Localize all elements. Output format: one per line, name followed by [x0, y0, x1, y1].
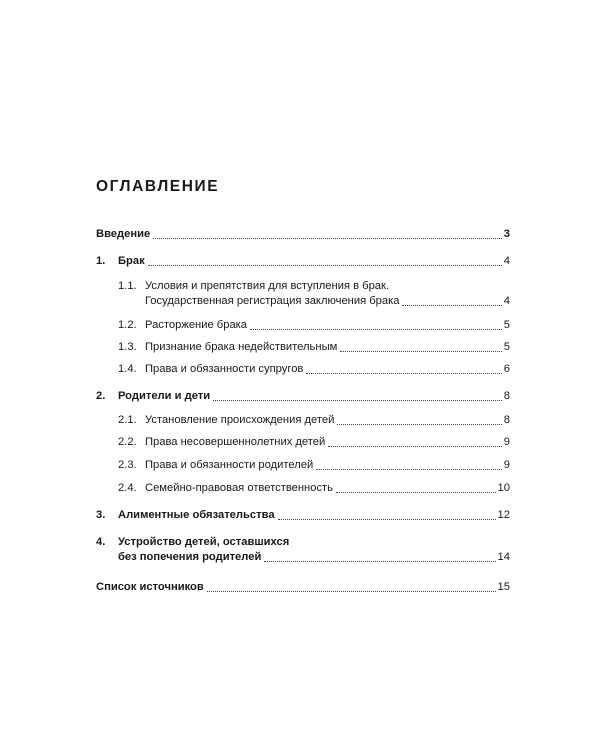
toc-entry-section-1-3[interactable]	[118, 340, 510, 355]
toc-entry-label	[118, 340, 337, 355]
toc-entry-number: 4.	[96, 536, 106, 548]
toc-entry-label	[96, 254, 145, 269]
toc-entry-number: 1.2.	[118, 319, 137, 331]
toc-entry-page: 4	[503, 295, 510, 307]
dot-leader	[250, 328, 502, 330]
toc-entry-page: 10	[497, 482, 510, 494]
toc-entry-label	[118, 458, 313, 473]
toc-entry-line-2	[96, 550, 510, 565]
dot-leader	[278, 518, 496, 520]
page-title: ОГЛАВЛЕНИЕ	[96, 178, 220, 195]
toc-entry-label	[96, 389, 210, 404]
toc-entry-page: 5	[503, 319, 510, 331]
toc-entry-section-2-2[interactable]	[118, 435, 510, 450]
toc-entry-page: 8	[503, 390, 510, 402]
toc-entry-label: Введение	[96, 228, 151, 240]
dot-leader	[328, 445, 502, 447]
toc-entry-page: 6	[503, 363, 510, 375]
toc-entry-page: 9	[503, 436, 510, 448]
toc-entry-title: Признание брака недействительным	[145, 341, 338, 353]
toc-entry-chapter-4[interactable]	[96, 535, 510, 565]
toc-entry-number: 3.	[96, 509, 106, 521]
toc-entry-label	[118, 481, 333, 496]
toc-entry-number: 2.	[96, 390, 106, 402]
toc-entry-title: Устройство детей, оставшихся	[118, 536, 290, 548]
toc-entry-chapter-1[interactable]	[96, 254, 510, 269]
toc-entry-label	[118, 435, 325, 450]
toc-entry-title: Права и обязанности супругов	[145, 363, 304, 375]
toc-entry-section-1-1[interactable]	[118, 279, 510, 309]
toc-entry-title-continued: без попечения родителей	[118, 551, 262, 563]
dot-leader	[153, 237, 502, 239]
toc-entry-number: 1.4.	[118, 363, 137, 375]
toc-entry-page: 5	[503, 341, 510, 353]
dot-leader	[316, 468, 502, 470]
toc-entry-section-1-4[interactable]	[118, 362, 510, 377]
dot-leader	[148, 264, 502, 266]
toc-entry-title: Расторжение брака	[145, 319, 248, 331]
toc-entry-title: Родители и дети	[118, 390, 211, 402]
toc-entry-number: 1.3.	[118, 341, 137, 353]
toc-entry-intro[interactable]	[96, 227, 510, 242]
toc-entry-chapter-3[interactable]	[96, 508, 510, 523]
toc-entry-number: 2.2.	[118, 436, 137, 448]
toc-entry-line-1	[118, 279, 510, 294]
toc-entry-sources[interactable]	[96, 580, 510, 595]
toc-entry-title-continued: Государственная регистрация заключения брака	[145, 295, 400, 307]
toc-entry-label	[96, 508, 275, 523]
toc-entry-section-1-2[interactable]	[118, 318, 510, 333]
toc-entry-page: 4	[503, 255, 510, 267]
toc-entry-line-1	[96, 535, 510, 550]
toc-entry-page: 14	[497, 551, 510, 563]
toc-entry-title: Брак	[118, 255, 145, 267]
toc-entry-line-2	[118, 294, 510, 309]
dot-leader	[336, 491, 496, 493]
dot-leader	[402, 304, 501, 306]
toc-entry-page: 3	[503, 228, 510, 240]
toc-entry-title: Условия и препятствия для вступления в брак.	[145, 280, 390, 292]
toc-entry-title: Установление происхождения детей	[145, 414, 335, 426]
toc-entry-title: Права и обязанности родителей	[145, 459, 314, 471]
toc-entry-label: Список источников	[96, 581, 204, 593]
toc-entry-section-2-1[interactable]	[118, 413, 510, 428]
toc-entry-number: 2.1.	[118, 414, 137, 426]
toc-entry-number: 1.1.	[118, 280, 137, 292]
dot-leader	[213, 399, 502, 401]
toc-entry-title: Алиментные обязательства	[118, 509, 275, 521]
dot-leader	[306, 372, 501, 374]
toc-entry-page: 15	[497, 581, 510, 593]
toc-entry-chapter-2[interactable]	[96, 389, 510, 404]
toc-entry-number: 2.4.	[118, 482, 137, 494]
toc-entry-page: 9	[503, 459, 510, 471]
toc-entry-number: 2.3.	[118, 459, 137, 471]
toc-entry-label	[118, 413, 334, 428]
dot-leader	[340, 350, 501, 352]
dot-leader	[207, 590, 496, 592]
toc-entry-label	[118, 318, 247, 333]
toc-entry-section-2-4[interactable]	[118, 481, 510, 496]
toc-entry-title: Семейно-правовая ответственность	[145, 482, 333, 494]
toc-entry-title: Права несовершеннолетних детей	[145, 436, 326, 448]
toc-entry-number: 1.	[96, 255, 106, 267]
dot-leader	[337, 423, 501, 425]
toc-entry-page: 8	[503, 414, 510, 426]
toc-entry-label	[118, 362, 303, 377]
dot-leader	[264, 560, 495, 562]
toc-entry-section-2-3[interactable]	[118, 458, 510, 473]
toc-entry-page: 12	[497, 509, 510, 521]
